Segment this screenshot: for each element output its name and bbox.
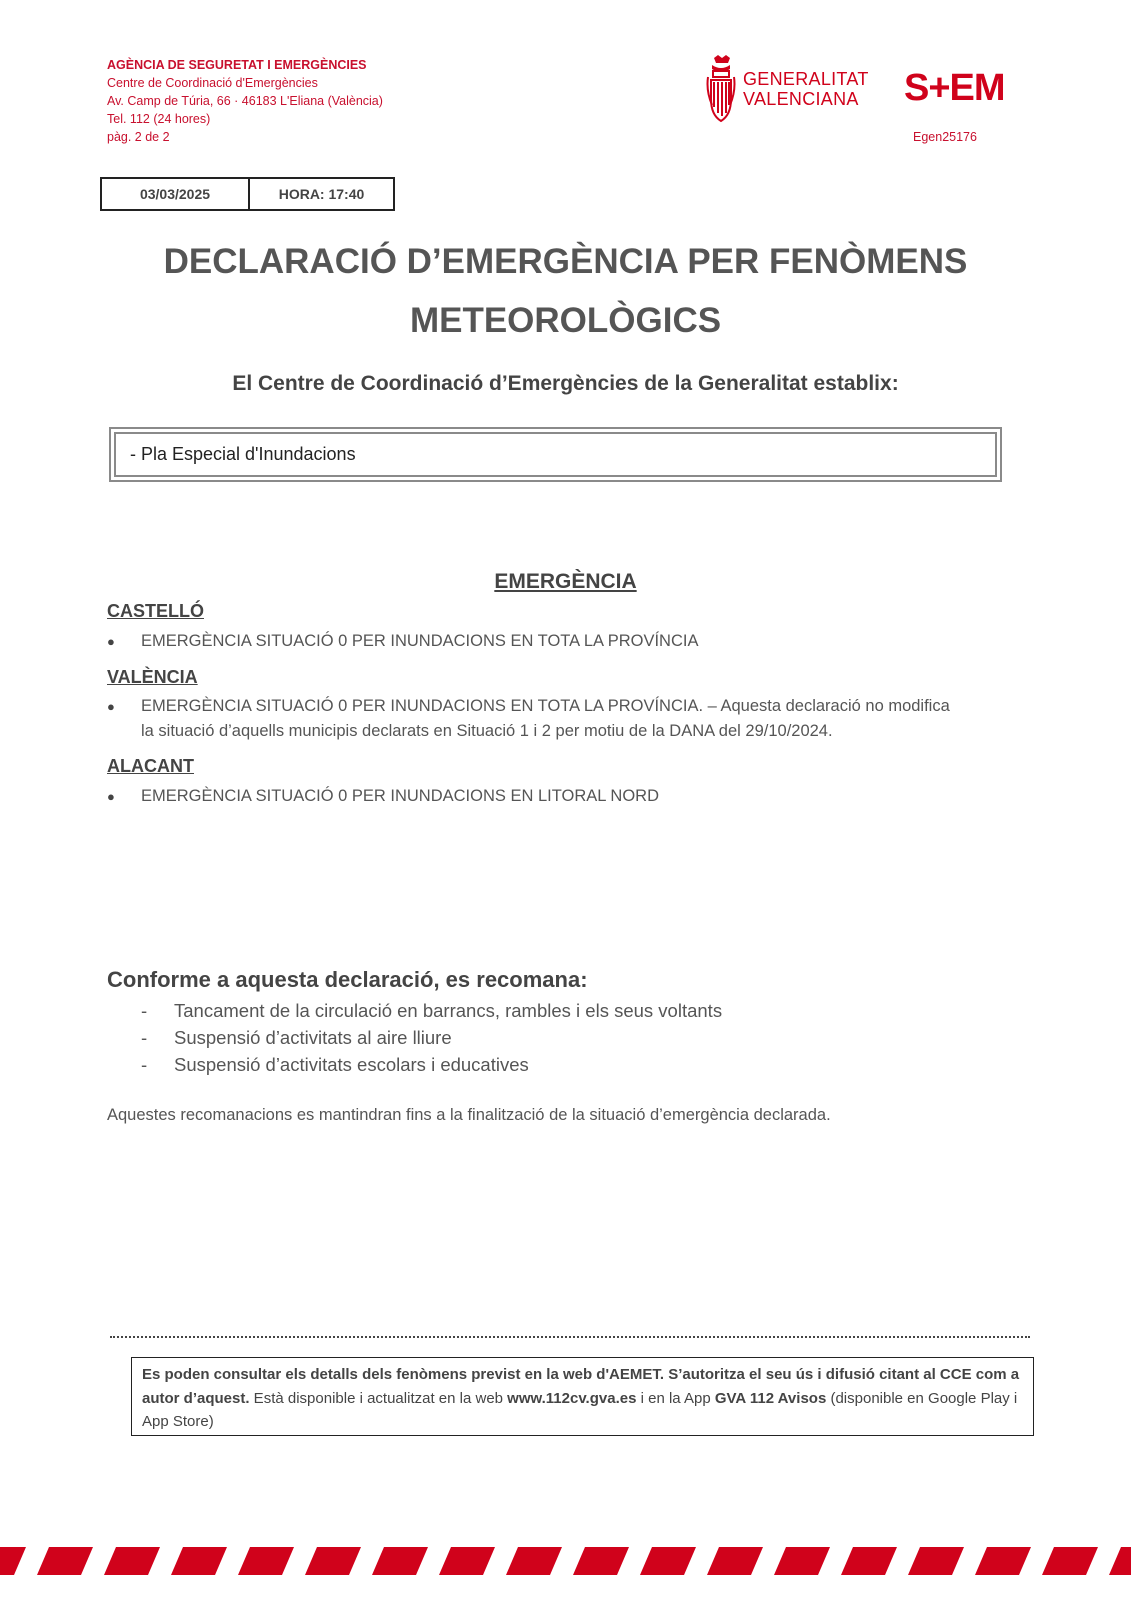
stripe-segment bbox=[640, 1547, 696, 1575]
dash-marker: - bbox=[141, 1000, 148, 1021]
plan-text: - Pla Especial d'Inundacions bbox=[114, 432, 997, 477]
agency-contact-block bbox=[107, 56, 383, 146]
bullet-icon: ● bbox=[107, 699, 115, 714]
stripe-segment bbox=[841, 1547, 897, 1575]
dotted-separator bbox=[110, 1336, 1030, 1338]
document-code: Egen25176 bbox=[913, 130, 977, 144]
stripe-segment bbox=[37, 1547, 93, 1575]
list-item bbox=[107, 784, 1027, 809]
generalitat-valenciana-logo bbox=[706, 55, 876, 125]
page-number: pàg. 2 de 2 bbox=[107, 130, 170, 144]
agency-phone-line: Tel. 112 (24 hores) bbox=[107, 112, 211, 126]
date-cell: 03/03/2025 bbox=[102, 179, 250, 209]
date-hour-box bbox=[100, 177, 395, 211]
logo-text-line: GENERALITAT bbox=[743, 69, 869, 89]
stripe-segment bbox=[305, 1547, 361, 1575]
dash-marker: - bbox=[141, 1027, 148, 1048]
hour-cell: HORA: 17:40 bbox=[278, 186, 365, 202]
agency-address-line: Av. Camp de Túria, 66 · 46183 L'Eliana (València) bbox=[107, 94, 383, 108]
stripe-segment bbox=[1042, 1547, 1098, 1575]
province-heading-alacant: ALACANT bbox=[107, 756, 194, 776]
emergency-heading: EMERGÈNCIA bbox=[494, 570, 637, 593]
province-heading-castello: CASTELLÓ bbox=[107, 601, 204, 621]
stripe-segment bbox=[372, 1547, 428, 1575]
stripe-segment bbox=[707, 1547, 763, 1575]
stripe-segment bbox=[1109, 1547, 1131, 1575]
footer-website-link[interactable]: www.112cv.gva.es bbox=[507, 1389, 637, 1407]
footer-text: Està disponible i actualitzat en la web bbox=[249, 1389, 508, 1407]
coat-of-arms-icon bbox=[706, 55, 736, 123]
dash-marker: - bbox=[141, 1054, 148, 1075]
red-stripe-border bbox=[0, 1545, 1131, 1577]
stripe-segment bbox=[171, 1547, 227, 1575]
stripe-segment bbox=[975, 1547, 1031, 1575]
list-item-text: EMERGÈNCIA SITUACIÓ 0 PER INUNDACIONS EN LITORAL NORD bbox=[141, 787, 660, 805]
footer-info-box bbox=[131, 1357, 1034, 1436]
title-line: METEOROLÒGICS bbox=[409, 301, 722, 340]
stripe-segment bbox=[0, 1547, 26, 1575]
province-heading-valencia: VALÈNCIA bbox=[107, 667, 198, 687]
stripe-segment bbox=[238, 1547, 294, 1575]
list-item-text: la situació d’aquells municipis declarats en Situació 1 i 2 per motiu de la DANA del 29/10/2024. bbox=[141, 722, 833, 740]
footer-text: (disponible en Google Play i App Store) bbox=[142, 1389, 1018, 1430]
list-item bbox=[107, 629, 1027, 654]
stripe-segment bbox=[573, 1547, 629, 1575]
list-item bbox=[141, 1027, 1021, 1051]
stripe-segment bbox=[439, 1547, 495, 1575]
agency-address-line: Centre de Coordinació d'Emergències bbox=[107, 76, 318, 90]
agency-title: AGÈNCIA DE SEGURETAT I EMERGÈNCIES bbox=[107, 58, 367, 72]
footer-bold-text: Es poden consultar els detalls dels fenòmens previst en la web d'AEMET. S’autoritza el seu ús i difusió citant al CCE com a autor d’aquest. bbox=[142, 1366, 1020, 1407]
list-item bbox=[107, 694, 1027, 744]
stripe-segment bbox=[774, 1547, 830, 1575]
list-item-text: Tancament de la circulació en barrancs, rambles i els seus voltants bbox=[174, 1000, 723, 1021]
footer-text: i en la App bbox=[636, 1389, 715, 1407]
subtitle: El Centre de Coordinació d’Emergències de la Generalitat establix: bbox=[232, 372, 899, 395]
page-title bbox=[100, 232, 1031, 350]
plan-box bbox=[109, 427, 1002, 482]
title-line: DECLARACIÓ D’EMERGÈNCIA PER FENÒMENS bbox=[163, 242, 968, 281]
logo-text-line: VALENCIANA bbox=[743, 89, 859, 109]
list-item bbox=[141, 1054, 1021, 1078]
list-item-text: Suspensió d’activitats escolars i educatives bbox=[174, 1054, 529, 1075]
sem-logo: S+EM bbox=[904, 67, 1005, 109]
recommendations-heading: Conforme a aquesta declaració, es recomana: bbox=[107, 967, 588, 992]
stripe-segment bbox=[104, 1547, 160, 1575]
list-item-text: EMERGÈNCIA SITUACIÓ 0 PER INUNDACIONS EN TOTA LA PROVÍNCIA bbox=[141, 632, 699, 650]
list-item bbox=[141, 1000, 1021, 1024]
stripe-segment bbox=[506, 1547, 562, 1575]
footer-app-name: GVA 112 Avisos bbox=[714, 1389, 827, 1407]
list-item-text: EMERGÈNCIA SITUACIÓ 0 PER INUNDACIONS EN TOTA LA PROVÍNCIA. – Aquesta declaració no modifica bbox=[141, 697, 950, 715]
recommendations-note: Aquestes recomanacions es mantindran fins a la finalització de la situació d’emergència declarada. bbox=[107, 1106, 831, 1124]
stripe-segment bbox=[908, 1547, 964, 1575]
bullet-icon: ● bbox=[107, 634, 115, 649]
bullet-icon: ● bbox=[107, 789, 115, 804]
list-item-text: Suspensió d’activitats al aire lliure bbox=[174, 1027, 452, 1048]
